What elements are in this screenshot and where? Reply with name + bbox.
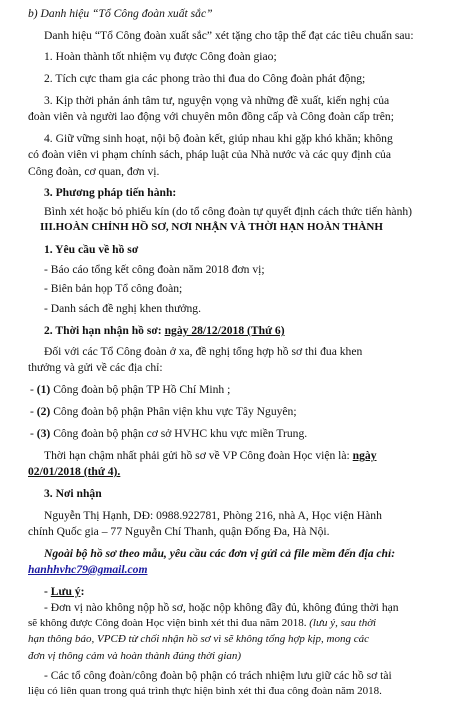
- email-link[interactable]: hanhhvhc79@gmail.com: [28, 563, 148, 576]
- receiver-line-2: chính Quốc gia – 77 Nguyễn Chí Thanh, quận Đống Đa, Hà Nội.: [28, 525, 330, 538]
- deadline-line: [44, 323, 285, 338]
- latest-deadline-line-1: [44, 448, 377, 463]
- address-1: - (1) Công đoàn bộ phận TP Hồ Chí Minh ;: [30, 383, 231, 396]
- remote-line-1: Đối với các Tổ Công đoàn ở xa, đề nghị tổng hợp hồ sơ thi đua khen: [44, 345, 363, 358]
- address-1-number: (1): [36, 383, 51, 396]
- requirements-title: 1. Yêu cầu về hồ sơ: [44, 243, 139, 256]
- address-2-number: (2): [36, 405, 51, 418]
- criterion-4-line-2: có đoàn viên vi phạm chính sách, pháp luật của Nhà nước và các quy định của: [28, 148, 392, 161]
- section-3-text: Bình xét hoặc bỏ phiếu kín (do tổ công đoàn tự quyết định cách thức tiến hành): [44, 205, 413, 218]
- note-heading: - Lưu ý:: [44, 585, 85, 598]
- note-1-line-4: đơn vị thông cảm và hoàn thành đúng thời gian): [28, 650, 242, 662]
- criterion-2: 2. Tích cực tham gia các phong trào thi đua do Công đoàn phát động;: [44, 72, 366, 85]
- section-3-title: 3. Phương pháp tiến hành:: [44, 186, 177, 199]
- note-1-line-2-text: sẽ không được Công đoàn Học viện bình xét thi đua năm 2018.: [28, 617, 310, 629]
- requirement-1: - Báo cáo tổng kết công đoàn năm 2018 đơn vị;: [44, 263, 265, 276]
- criterion-3-line-2: đoàn viên và người lao động với chuyên môn đồng cấp và Công đoàn cấp trên;: [28, 110, 394, 123]
- latest-deadline-date-start: ngày: [352, 449, 377, 462]
- criterion-4-line-1: 4. Giữ vững sinh hoạt, nội bộ đoàn kết, giúp nhau khi gặp khó khăn; không: [44, 132, 393, 145]
- criterion-3-line-1: 3. Kịp thời phản ánh tâm tư, nguyện vọng và những đề xuất, kiến nghị của: [44, 94, 390, 107]
- receiver-line-1: Nguyễn Thị Hạnh, DĐ: 0988.922781, Phòng 216, nhà A, Học viện Hành: [44, 509, 382, 522]
- note-1-line-2-italic: (lưu ý, sau thời: [309, 617, 377, 629]
- latest-deadline-date: 02/01/2018 (thứ 4).: [28, 465, 121, 478]
- section-b-title: b) Danh hiệu “Tổ Công đoàn xuất sắc”: [28, 7, 213, 20]
- note-1-line-2: [28, 616, 376, 631]
- criterion-1: 1. Hoàn thành tốt nhiệm vụ được Công đoàn giao;: [44, 50, 277, 63]
- address-3-text: Công đoàn bộ phận cơ sở HVHC khu vực miền Trung.: [50, 427, 308, 440]
- requirement-3: - Danh sách đề nghị khen thưởng.: [44, 302, 201, 315]
- section-receive-title: 3. Nơi nhận: [44, 487, 102, 500]
- deadline-label: 2. Thời hạn nhận hồ sơ:: [44, 324, 165, 337]
- soft-copy-note: Ngoài bộ hồ sơ theo mẫu, yêu cầu các đơn vị gửi cả file mềm đến địa chỉ:: [44, 547, 396, 560]
- requirement-2: - Biên bản họp Tổ công đoàn;: [44, 282, 183, 295]
- remote-line-2: thưởng và gửi về các địa chỉ:: [28, 361, 163, 374]
- note-title: Lưu ý: [50, 585, 81, 598]
- note-colon: :: [80, 585, 85, 598]
- note-2-line-1: - Các tổ công đoàn/công đoàn bộ phận có trách nhiệm lưu giữ các hồ sơ tài: [44, 669, 392, 682]
- address-2-text: Công đoàn bộ phận Phân viện khu vực Tây Nguyên;: [50, 405, 297, 418]
- section-b-intro: Danh hiệu “Tổ Công đoàn xuất sắc” xét tặng cho tập thể đạt các tiêu chuẩn sau:: [44, 29, 414, 42]
- deadline-date: ngày 28/12/2018 (Thứ 6): [164, 324, 285, 337]
- note-1-line-1: - Đơn vị nào không nộp hồ sơ, hoặc nộp không đầy đủ, không đúng thời hạn: [44, 601, 399, 614]
- address-2: - (2) Công đoàn bộ phận Phân viện khu vực Tây Nguyên;: [30, 405, 297, 418]
- address-3-number: (3): [36, 427, 51, 440]
- address-3: - (3) Công đoàn bộ phận cơ sở HVHC khu vực miền Trung.: [30, 427, 308, 440]
- latest-deadline-text: Thời hạn chậm nhất phải gửi hồ sơ về VP Công đoàn Học viện là:: [44, 449, 353, 462]
- note-1-line-3: hạn thông báo, VPCĐ từ chối nhận hồ sơ vì sẽ không tổng hợp kịp, mong các: [28, 633, 369, 645]
- address-1-text: Công đoàn bộ phận TP Hồ Chí Minh ;: [50, 383, 231, 396]
- section-iii-title: III.HOÀN CHỈNH HỒ SƠ, NƠI NHẬN VÀ THỜI HẠN HOÀN THÀNH: [40, 221, 383, 233]
- criterion-4-line-3: Công đoàn, cơ quan, đơn vị.: [28, 165, 160, 178]
- note-2-line-2: liệu có liên quan trong quá trình thực hiện bình xét thi đua công đoàn năm 2018.: [28, 685, 382, 697]
